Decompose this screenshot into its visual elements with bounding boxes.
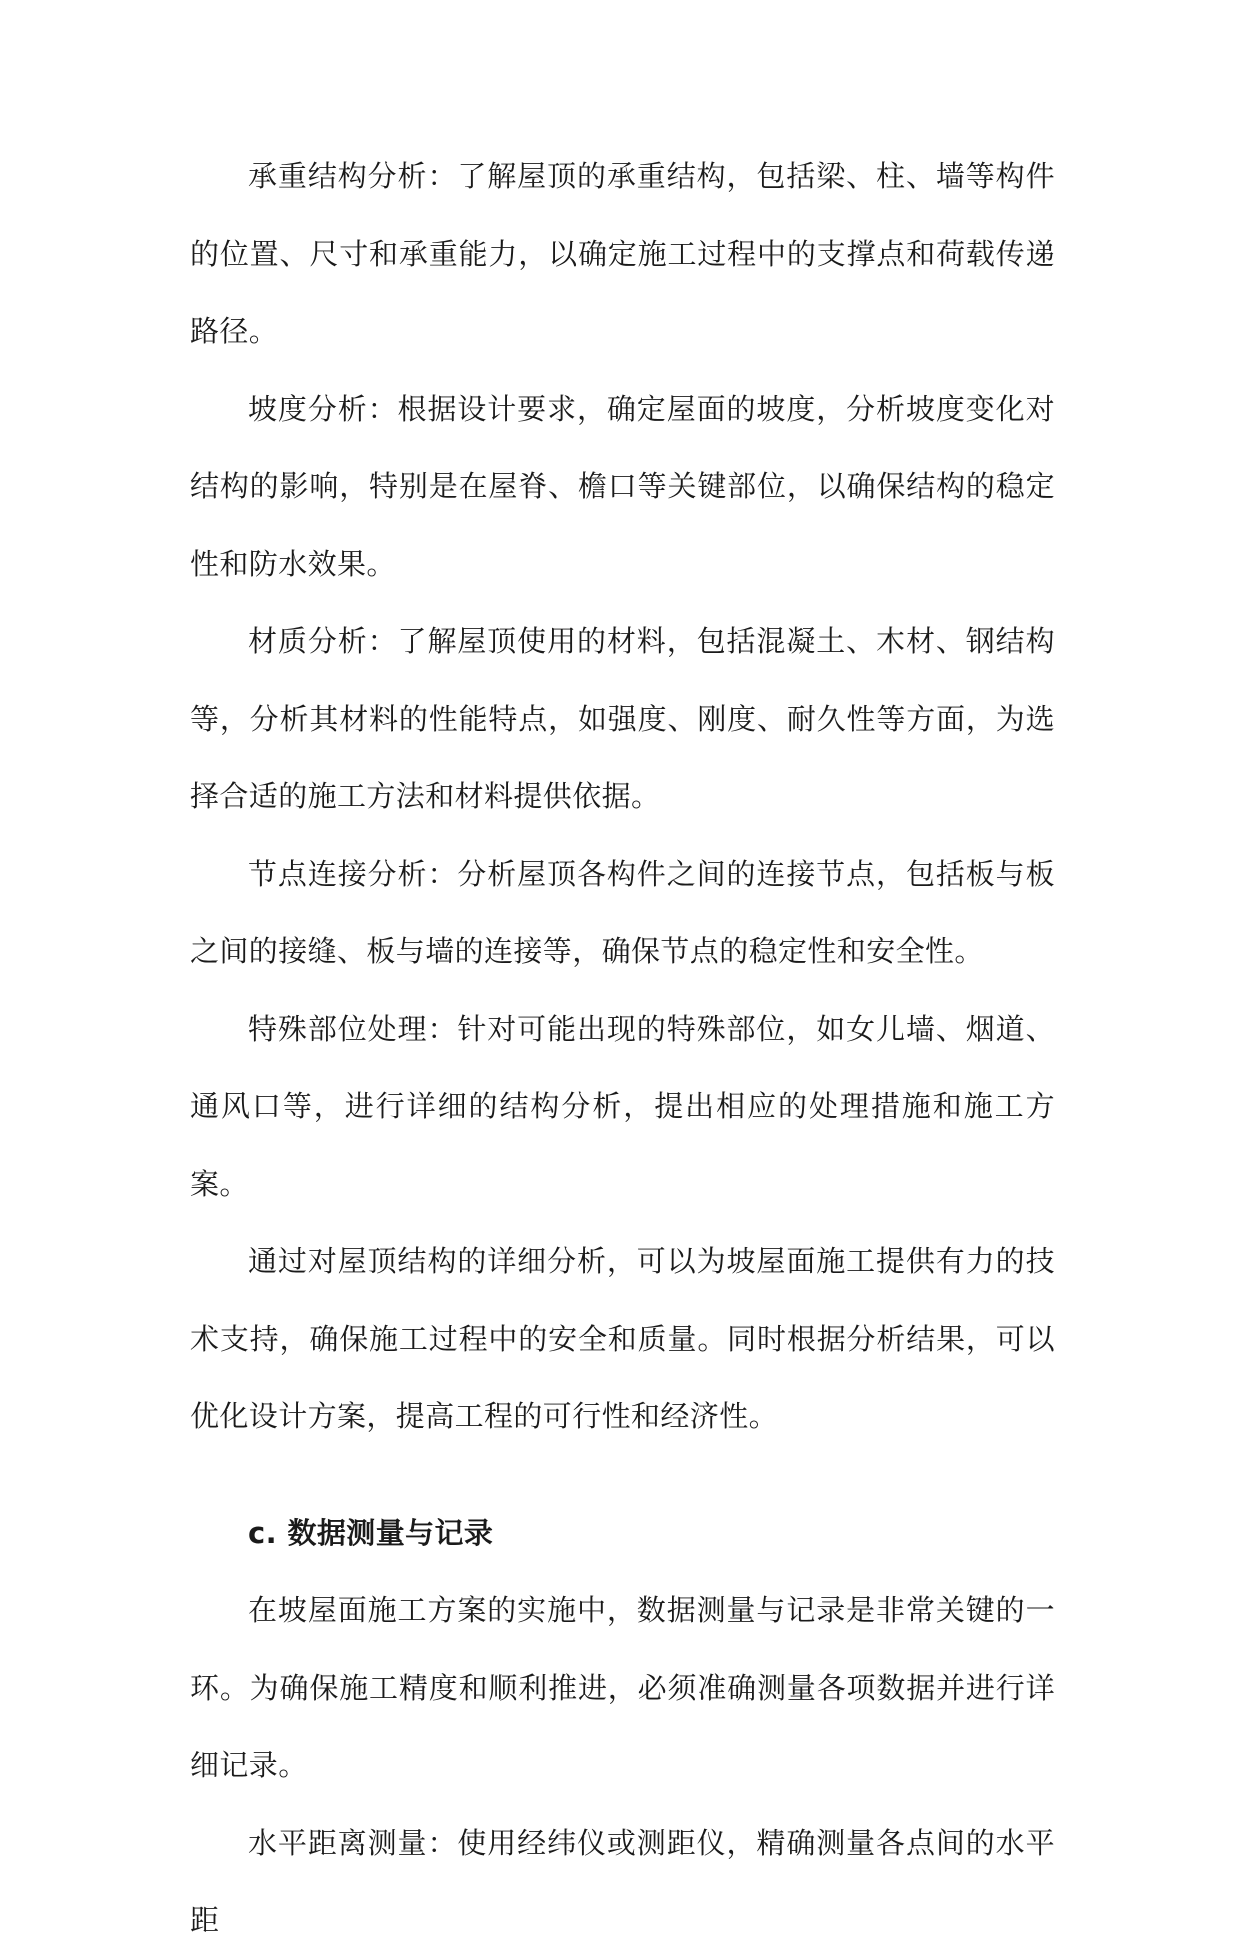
paragraph-material-analysis: 材质分析：了解屋顶使用的材料，包括混凝土、木材、钢结构等，分析其材料的性能特点，如强度、刚度、耐久性等方面，为选择合适的施工方法和材料提供依据。 xyxy=(190,624,1055,813)
section-heading: c. 数据测量与记录 xyxy=(248,1515,494,1550)
paragraph-joint-analysis: 节点连接分析：分析屋顶各构件之间的连接节点，包括板与板之间的接缝、板与墙的连接等，确保节点的稳定性和安全性。 xyxy=(190,856,1055,968)
paragraph-load-bearing-analysis: 承重结构分析：了解屋顶的承重结构，包括梁、柱、墙等构件的位置、尺寸和承重能力，以确定施工过程中的支撑点和荷载传递路径。 xyxy=(190,159,1055,348)
paragraph-measurement-intro: 在坡屋面施工方案的实施中，数据测量与记录是非常关键的一环。为确保施工精度和顺利推进，必须准确测量各项数据并进行详细记录。 xyxy=(190,1593,1055,1782)
paragraph-horizontal-distance: 水平距离测量：使用经纬仪或测距仪，精确测量各点间的水平距 xyxy=(190,1825,1055,1937)
paragraph-summary: 通过对屋顶结构的详细分析，可以为坡屋面施工提供有力的技术支持，确保施工过程中的安全和质量。同时根据分析结果，可以优化设计方案，提高工程的可行性和经济性。 xyxy=(190,1244,1055,1433)
paragraph-slope-analysis: 坡度分析：根据设计要求，确定屋面的坡度，分析坡度变化对结构的影响，特别是在屋脊、檐口等关键部位，以确保结构的稳定性和防水效果。 xyxy=(190,391,1055,581)
document-page xyxy=(190,138,1055,1960)
paragraph-special-parts: 特殊部位处理：针对可能出现的特殊部位，如女儿墙、烟道、通风口等，进行详细的结构分析，提出相应的处理措施和施工方案。 xyxy=(190,1011,1055,1201)
